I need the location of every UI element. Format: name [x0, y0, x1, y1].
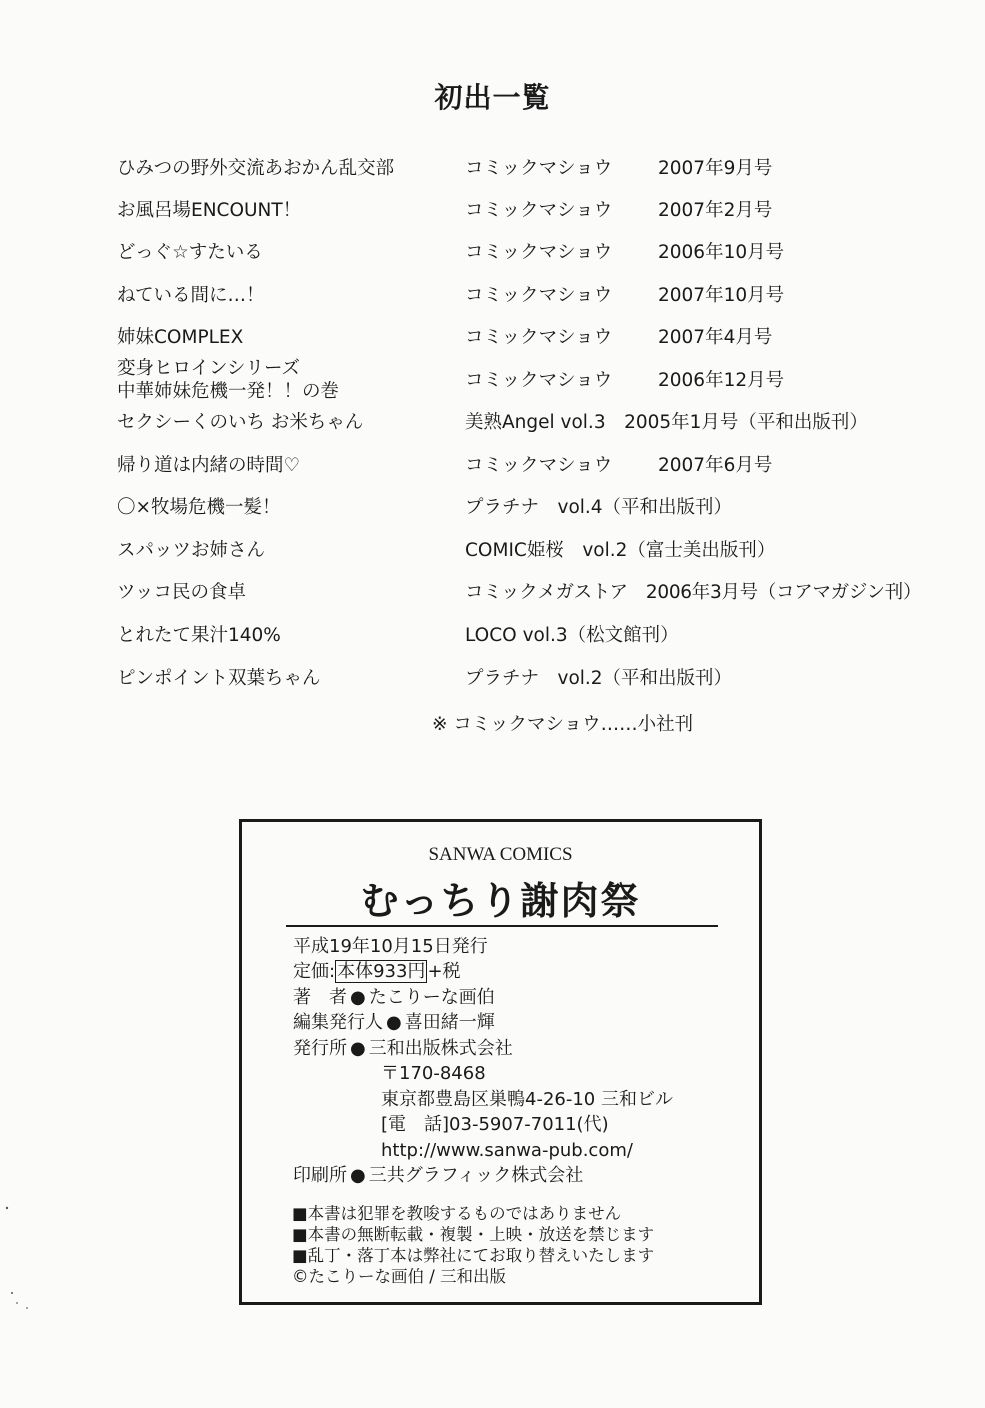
entry-source: コミックメガストア 2006年3月号（コアマガジン刊）	[465, 582, 922, 603]
editor-label: 編集発行人	[293, 1012, 383, 1033]
list-item	[0, 411, 985, 441]
list-item	[0, 539, 985, 569]
entry-title: 〇×牧場危機一髪！	[117, 497, 281, 518]
first-appearance-heading: 初出一覧	[434, 81, 551, 114]
entry-source: プラチナ vol.4（平和出版刊）	[465, 497, 733, 518]
entry-title: ツッコ民の食卓	[117, 582, 246, 603]
speck	[6, 1207, 8, 1209]
entry-title: どっぐ☆すたいる	[117, 242, 263, 263]
entry-source: コミックマショウ	[465, 455, 613, 476]
entry-source: コミックマショウ	[465, 200, 613, 221]
author-name: たこりーな画伯	[368, 987, 495, 1008]
entry-title: セクシーくのいち お米ちゃん	[117, 412, 364, 433]
list-item	[0, 157, 985, 187]
entry-source: コミックマショウ	[465, 285, 613, 306]
list-item	[0, 358, 985, 402]
list-item	[0, 241, 985, 271]
list-item	[0, 496, 985, 526]
entry-title: ねている間に…！	[117, 285, 265, 306]
price-suffix: +税	[427, 961, 461, 982]
entry-source: COMIC姫桜 vol.2（富士美出版刊）	[465, 540, 776, 561]
entry-date: 2007年6月号	[658, 455, 773, 476]
entry-title-line-2: 中華姉妹危機一発！！の巻	[117, 381, 340, 402]
copyright-line: ©たこりーな画伯 / 三和出版	[292, 1267, 507, 1286]
list-item	[0, 454, 985, 484]
entry-title: お風呂場ENCOUNT！	[117, 200, 302, 221]
speck	[16, 1302, 18, 1304]
address: 東京都豊島区巣鴨4-26-10 三和ビル	[381, 1089, 673, 1110]
entry-source: プラチナ vol.2（平和出版刊）	[465, 668, 733, 689]
printer-name: 三共グラフィック株式会社	[368, 1165, 584, 1186]
list-item	[0, 284, 985, 314]
entry-title	[117, 357, 339, 403]
divider	[286, 925, 718, 927]
list-item	[0, 667, 985, 697]
postal-code: 〒170-8468	[381, 1063, 486, 1084]
entry-source: LOCO vol.3（松文館刊）	[465, 625, 679, 646]
notice-line: ■乱丁・落丁本は弊社にてお取り替えいたします	[292, 1246, 655, 1265]
entry-date: 2007年10月号	[658, 285, 785, 306]
entry-source: 美熟Angel vol.3 2005年1月号（平和出版刊）	[465, 412, 868, 433]
speck	[11, 1292, 13, 1294]
price-line	[293, 961, 461, 983]
author-line	[293, 987, 495, 1009]
list-item	[0, 199, 985, 229]
notice-line: ■本書の無断転載・複製・上映・放送を禁じます	[292, 1225, 655, 1244]
list-item	[0, 581, 985, 611]
author-label: 著 者	[293, 987, 347, 1008]
list-item	[0, 326, 985, 356]
editor-line	[293, 1012, 495, 1034]
publisher-name: 三和出版株式会社	[368, 1038, 513, 1059]
editor-name: 喜田緒一輝	[404, 1012, 495, 1033]
bullet-icon: ●	[386, 1012, 402, 1033]
bullet-icon: ●	[350, 1165, 366, 1186]
entry-title: 姉妹COMPLEX	[117, 327, 244, 348]
bullet-icon: ●	[350, 987, 366, 1008]
book-title: むっちり謝肉祭	[360, 878, 641, 923]
series-name: SANWA COMICS	[428, 844, 573, 865]
printer-line	[293, 1165, 583, 1187]
publisher-line	[293, 1038, 513, 1060]
entry-title: ひみつの野外交流あおかん乱交部	[117, 158, 395, 179]
entry-date: 2007年9月号	[658, 158, 773, 179]
entry-date: 2006年10月号	[658, 242, 785, 263]
colophon-box	[239, 819, 762, 1305]
entry-date: 2007年4月号	[658, 327, 773, 348]
footnote: ※ コミックマショウ……小社刊	[432, 714, 694, 735]
entry-title-line-1: 変身ヒロインシリーズ	[117, 358, 301, 379]
entry-title: スパッツお姉さん	[117, 540, 266, 561]
speck	[26, 1307, 28, 1309]
entry-title: ピンポイント双葉ちゃん	[117, 668, 321, 689]
entry-title: 帰り道は内緒の時間♡	[117, 455, 301, 476]
entry-title: とれたて果汁140%	[117, 625, 281, 646]
price-label: 定価:	[293, 961, 336, 982]
list-item	[0, 624, 985, 654]
entry-source: コミックマショウ	[465, 242, 613, 263]
publisher-label: 発行所	[293, 1038, 347, 1059]
entry-source: コミックマショウ	[465, 158, 613, 179]
entry-source: コミックマショウ	[465, 327, 613, 348]
notice-line: ■本書は犯罪を教唆するものではありません	[292, 1204, 622, 1223]
phone: [電 話]03-5907-7011(代)	[381, 1114, 609, 1135]
price-value: 本体933円	[337, 961, 426, 982]
entry-date: 2007年2月号	[658, 200, 773, 221]
entry-date: 2006年12月号	[658, 370, 785, 391]
entry-source: コミックマショウ	[465, 370, 613, 391]
bullet-icon: ●	[350, 1038, 366, 1059]
website-link: http://www.sanwa-pub.com/	[381, 1140, 633, 1161]
publish-date: 平成19年10月15日発行	[293, 936, 488, 957]
printer-label: 印刷所	[293, 1165, 347, 1186]
